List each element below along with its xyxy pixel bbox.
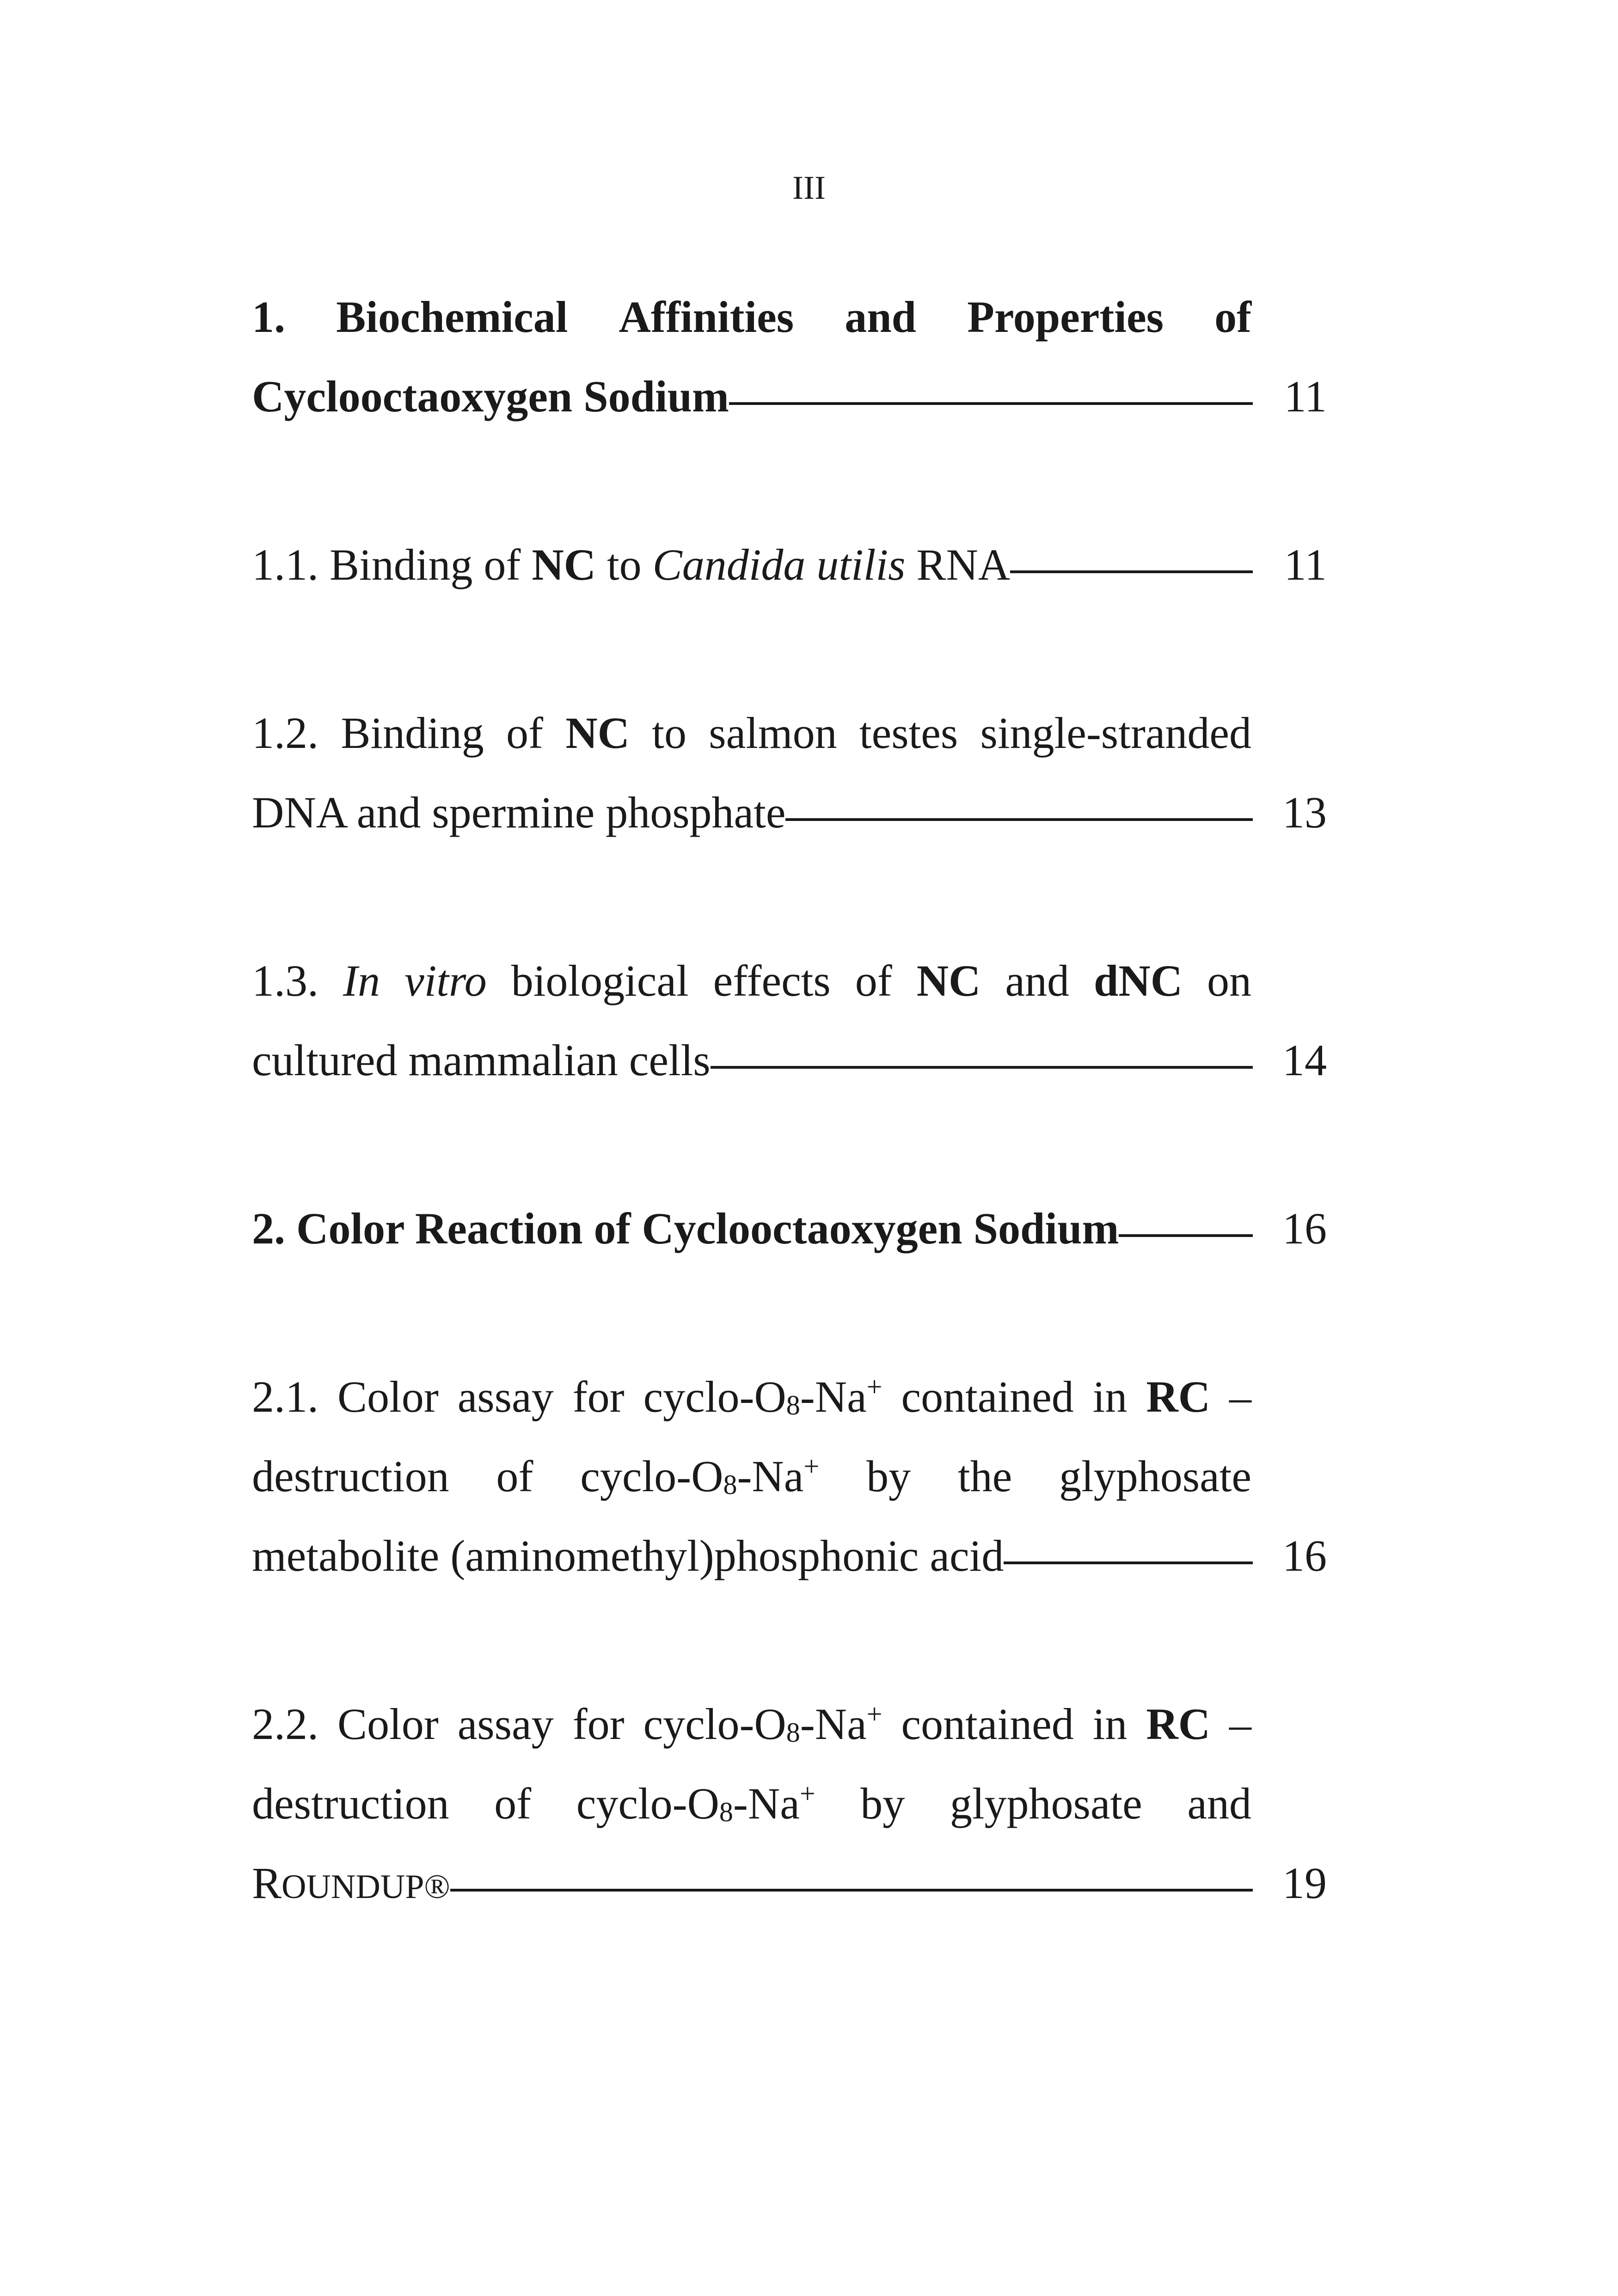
toc-entry-1-3[interactable] [252, 941, 1327, 1100]
leader-line [450, 1889, 1253, 1892]
title-part: Color assay for cyclo-O [337, 1699, 786, 1749]
abbreviation-nc: NC [565, 708, 630, 758]
toc-entry-2-2-line-2 [252, 1764, 1251, 1843]
leader-line [729, 402, 1253, 405]
abbreviation-nc: NC [532, 540, 596, 589]
abbreviation-nc: NC [916, 956, 981, 1005]
toc-entry-2-2-page: 19 [1282, 1858, 1327, 1908]
toc-entry-2-1-page: 16 [1282, 1531, 1327, 1580]
toc-entry-1-word: Properties [967, 292, 1164, 342]
superscript: + [799, 1778, 815, 1809]
title-part: and [981, 956, 1094, 1005]
title-part: to [596, 540, 653, 589]
table-of-contents [252, 277, 1327, 2015]
title-part: destruction of cyclo-O [252, 1779, 719, 1828]
toc-entry-1-number: 1. [252, 292, 285, 342]
toc-entry-1-2-page: 13 [1282, 788, 1327, 837]
toc-entry-1-1[interactable] [252, 525, 1327, 605]
toc-entry-1-word: and [845, 292, 917, 342]
toc-entry-1-2-line-1 [252, 693, 1251, 773]
toc-entry-1-1-line-1 [252, 525, 1327, 605]
toc-entry-1-word: of [1214, 292, 1252, 342]
toc-entry-2-1-line-2 [252, 1437, 1251, 1516]
small-caps-rest: OUNDUP® [282, 1868, 450, 1906]
toc-entry-1[interactable] [252, 277, 1327, 436]
toc-entry-2-1[interactable] [252, 1357, 1327, 1596]
title-part: by glyphosate and [815, 1779, 1252, 1828]
latin-phrase: In vitro [343, 956, 487, 1005]
toc-entry-1-3-page: 14 [1282, 1035, 1327, 1085]
toc-entry-1-page: 11 [1284, 372, 1327, 421]
toc-entry-1-2[interactable] [252, 693, 1327, 852]
toc-entry-1-2-number: 1.2. [252, 708, 319, 758]
title-part: by the glyphosate [819, 1451, 1252, 1501]
toc-entry-2-2-title-end [252, 1843, 450, 1927]
title-part: Binding of [341, 708, 566, 758]
small-caps-initial: R [252, 1858, 282, 1908]
toc-entry-1-2-title-end: DNA and spermine phosphate [252, 788, 786, 837]
title-part: -Na [737, 1451, 804, 1501]
abbreviation-rc: RC [1146, 1699, 1211, 1749]
title-part: -Na [800, 1699, 867, 1749]
title-part: Color assay for cyclo-O [337, 1372, 786, 1421]
toc-entry-1-1-page: 11 [1284, 540, 1327, 589]
title-part: – [1210, 1699, 1252, 1749]
toc-entry-2-2-line-3 [252, 1843, 1327, 1927]
leader-line [711, 1066, 1253, 1069]
subscript: 8 [723, 1469, 737, 1500]
toc-entry-1-word: Affinities [619, 292, 794, 342]
title-part: RNA [905, 540, 1011, 589]
toc-entry-2-page: 16 [1282, 1204, 1327, 1253]
toc-entry-2-2-number: 2.2. [252, 1699, 319, 1749]
subscript: 8 [786, 1390, 800, 1420]
superscript: + [866, 1371, 883, 1402]
superscript: + [866, 1699, 883, 1729]
abbreviation-rc: RC [1146, 1372, 1211, 1421]
superscript: + [803, 1451, 820, 1482]
toc-entry-1-2-line-2 [252, 773, 1327, 852]
toc-entry-2-line-1 [252, 1189, 1327, 1268]
leader-line [1119, 1234, 1253, 1237]
toc-entry-1-word: Biochemical [336, 292, 568, 342]
subscript: 8 [786, 1717, 800, 1748]
toc-entry-1-1-title [252, 525, 1010, 605]
toc-entry-1-line-2 [252, 357, 1327, 436]
title-part: – [1210, 1372, 1252, 1421]
toc-entry-2-1-line-3 [252, 1516, 1327, 1596]
page-number: III [792, 169, 826, 206]
toc-entry-2-title: 2. Color Reaction of Cyclooctaoxygen Sodium [252, 1204, 1119, 1253]
title-part: on [1183, 956, 1252, 1005]
title-part: contained in [882, 1699, 1146, 1749]
toc-entry-2-2[interactable] [252, 1684, 1327, 1927]
toc-entry-2-1-title-end: metabolite (aminomethyl)phosphonic acid [252, 1531, 1004, 1580]
toc-entry-2[interactable] [252, 1189, 1327, 1268]
subscript: 8 [719, 1797, 733, 1827]
title-part: to salmon testes single-stranded [629, 708, 1252, 758]
leader-line [1010, 570, 1253, 573]
toc-entry-2-1-number: 2.1. [252, 1372, 319, 1421]
toc-entry-1-line-1 [252, 277, 1251, 357]
title-part: contained in [882, 1372, 1146, 1421]
toc-entry-1-title-end: Cyclooctaoxygen Sodium [252, 372, 729, 421]
abbreviation-dnc: dNC [1093, 956, 1183, 1005]
toc-entry-2-1-line-1 [252, 1357, 1251, 1437]
toc-entry-1-3-line-2 [252, 1021, 1327, 1100]
title-part: biological effects of [486, 956, 917, 1005]
title-part: Binding of [330, 540, 532, 589]
toc-entry-1-3-line-1 [252, 941, 1251, 1021]
species-name: Candida utilis [652, 540, 906, 589]
title-part: destruction of cyclo-O [252, 1451, 723, 1501]
title-part: -Na [733, 1779, 800, 1828]
toc-entry-1-3-title-end: cultured mammalian cells [252, 1035, 711, 1085]
leader-line [785, 818, 1253, 821]
toc-entry-1-3-number: 1.3. [252, 956, 319, 1005]
toc-entry-2-2-line-1 [252, 1684, 1251, 1764]
title-part: -Na [800, 1372, 867, 1421]
toc-entry-1-1-number: 1.1. [252, 540, 319, 589]
leader-line [1004, 1561, 1253, 1564]
